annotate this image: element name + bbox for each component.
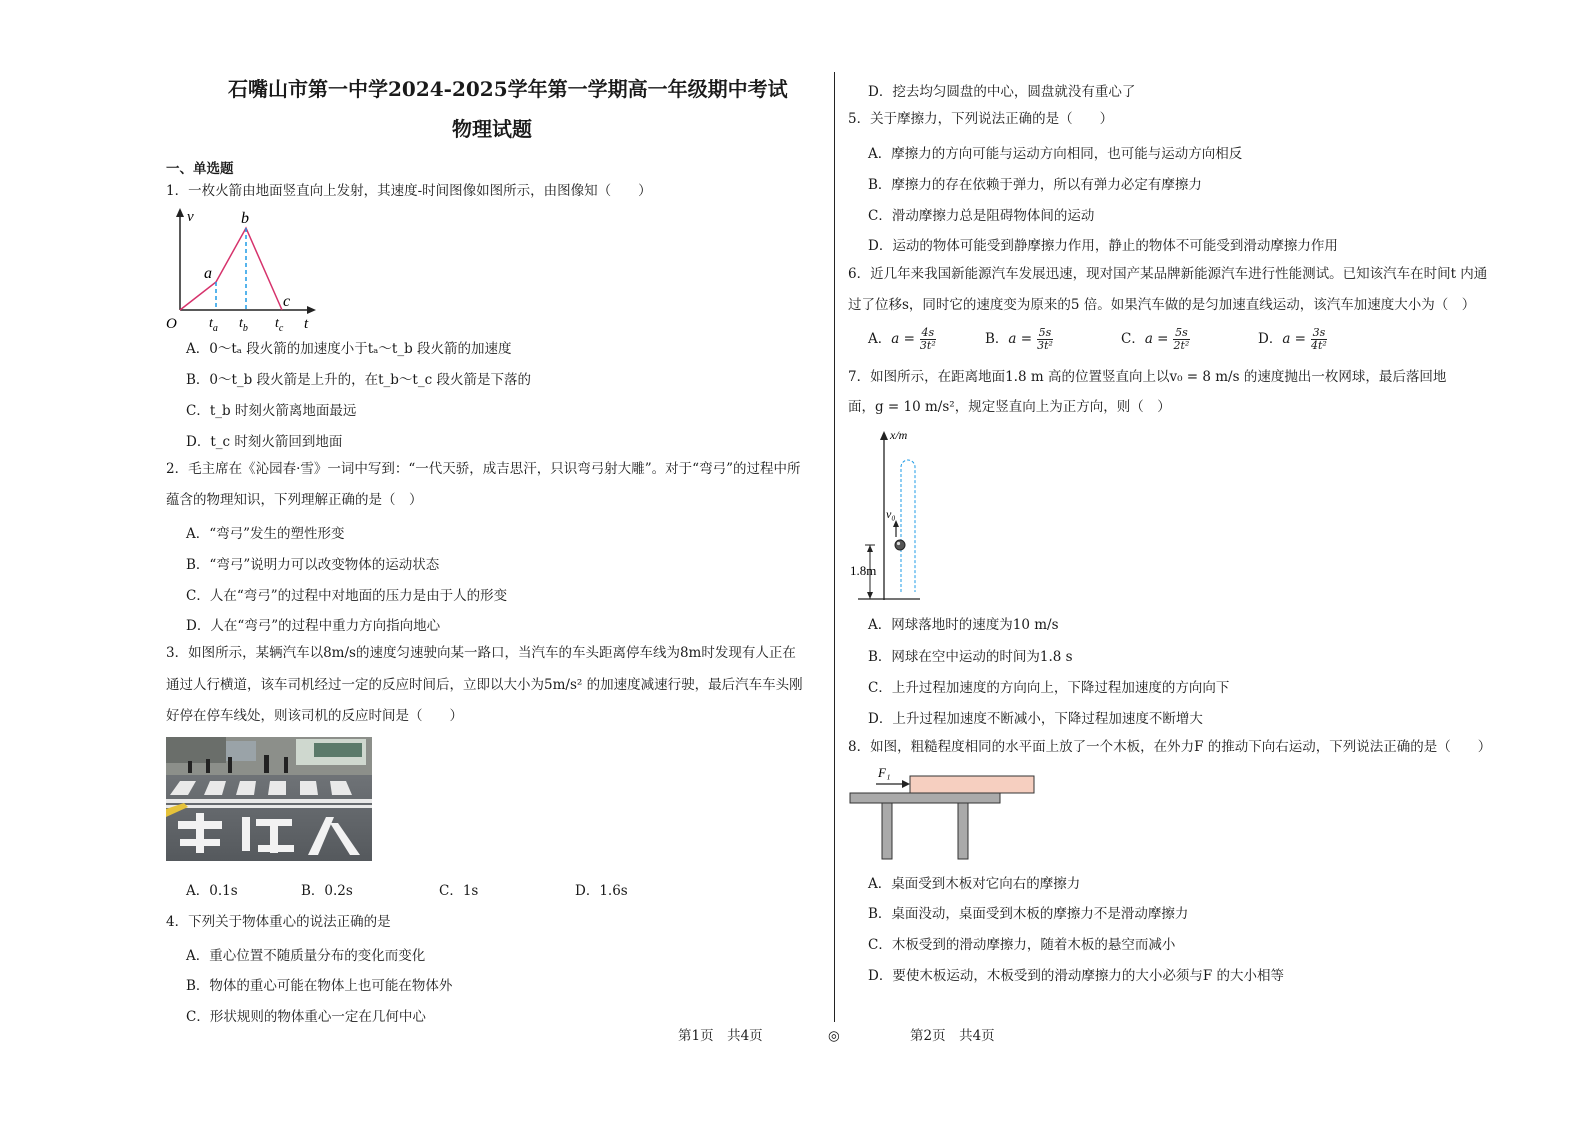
q7-stem-line1: 7．如图所示，在距离地面1.8 m 高的位置竖直向上以v₀ = 8 m/s 的速度抛出一枚网球，最后落回地 (848, 369, 1447, 385)
origin-label: O (166, 316, 177, 332)
q1-option-a: A．0～tₐ 段火箭的加速度小于tₐ～t_b 段火箭的加速度 (186, 341, 512, 357)
q2-option-d: D．人在“弯弓”的过程中重力方向指向地心 (186, 618, 441, 634)
footer-page-left: 第1页 共4页 (678, 1028, 763, 1044)
q5-stem: 5．关于摩擦力，下列说法正确的是（ ） (848, 111, 1114, 127)
q4-stem: 4．下列关于物体重心的说法正确的是 (166, 914, 391, 930)
q5-option-d: D．运动的物体可能受到静摩擦力作用，静止的物体不可能受到滑动摩擦力作用 (868, 238, 1338, 254)
q7-toss-diagram (848, 425, 938, 605)
table-top (850, 793, 1000, 803)
q8-option-b: B．桌面没动，桌面受到木板的摩擦力不是滑动摩擦力 (868, 906, 1189, 922)
q7-option-c: C．上升过程加速度的方向向上，下降过程加速度的方向向下 (868, 680, 1230, 696)
section-heading: 一、单选题 (166, 161, 234, 177)
q7-option-a: A．网球落地时的速度为10 m/s (868, 617, 1059, 633)
q7-stem-line2: 面，g = 10 m/s²，规定竖直向上为正方向，则（ ） (848, 399, 1171, 415)
q5-option-b: B．摩擦力的存在依赖于弹力，所以有弹力必定有摩擦力 (868, 177, 1202, 193)
q6-option-d: D．a = $\frac{3s}{\text{4t²}}$ (1258, 326, 1327, 352)
q3-stem-line2: 通过人行横道，该车司机经过一定的反应时间后，立即以大小为5m/s² 的加速度减速行驶，最后汽车车头刚 (166, 677, 803, 693)
point-label-b: b (241, 210, 249, 227)
axis-label-t: t (304, 316, 309, 332)
height-label: 1.8m (850, 563, 877, 578)
tick-tb: $t_b$ (239, 316, 248, 334)
q2-option-b: B．“弯弓”说明力可以改变物体的运动状态 (186, 557, 440, 573)
q8-option-c: C．木板受到的滑动摩擦力，随着木板的悬空而减小 (868, 937, 1176, 953)
q5-option-c: C．滑动摩擦力总是阻碍物体间的运动 (868, 208, 1095, 224)
q3-option-d: D．1.6s (575, 883, 628, 899)
exam-subtitle: 物理试题 (452, 117, 532, 141)
footer-center-mark: ◎ (828, 1028, 840, 1044)
footer-page-right: 第2页 共4页 (910, 1028, 995, 1044)
q3-option-a: A．0.1s (186, 883, 238, 899)
q6-stem-line1: 6．近几年来我国新能源汽车发展迅速，现对国产某品牌新能源汽车进行性能测试。已知该汽车在时间t 内通 (848, 266, 1488, 282)
axis-label-xm: x/m (890, 428, 908, 442)
q4-option-a: A．重心位置不随质量分布的变化而变化 (186, 948, 426, 964)
q4-option-b: B．物体的重心可能在物体上也可能在物体外 (186, 978, 453, 994)
wood-board (910, 776, 1034, 793)
q8-stem: 8．如图，粗糙程度相同的水平面上放了一个木板，在外力F 的推动下向右运动，下列说法正确的是（ ） (848, 739, 1492, 755)
q3-option-c: C．1s (439, 883, 479, 899)
axis-label-v: v (187, 209, 194, 225)
q4-option-d: D．挖去均匀圆盘的中心，圆盘就没有重心了 (868, 84, 1136, 100)
q1-stem: 1．一枚火箭由地面竖直向上发射，其速度-时间图像如图所示，由图像知（ ） (166, 183, 652, 199)
vt-line (180, 228, 282, 310)
q3-stem-line3: 好停在停车线处，则该司机的反应时间是（ ） (166, 708, 463, 724)
q2-option-a: A．“弯弓”发生的塑性形变 (186, 526, 345, 542)
q2-stem-line1: 2．毛主席在《沁园春·雪》一词中写到：“一代天骄，成吉思汗，只识弯弓射大雕”。对于“弯弓”的过程中所 (166, 461, 801, 477)
q6-stem-line2: 过了位移s，同时它的速度变为原来的5 倍。如果汽车做的是匀加速直线运动，该汽车加速度大小为（ ） (848, 297, 1476, 313)
q7-option-b: B．网球在空中运动的时间为1.8 s (868, 649, 1073, 665)
q6-option-c: C．a = $\frac{5s}{\text{2t²}}$ (1121, 326, 1190, 352)
q1-option-d: D．t_c 时刻火箭回到地面 (186, 434, 343, 450)
page-divider (834, 72, 835, 1022)
q6-option-b: B．a = $\frac{5s}{\text{3t²}}$ (985, 326, 1053, 352)
q2-stem-line2: 蕴含的物理知识，下列理解正确的是（ ） (166, 492, 423, 508)
exam-title: 石嘴山市第一中学2024-2025学年第一学期高一年级期中考试 (228, 77, 788, 101)
q3-stem-line1: 3．如图所示，某辆汽车以8m/s的速度匀速驶向某一路口，当汽车的车头距离停车线为8m时发现有人正在 (166, 645, 796, 661)
q8-option-d: D．要使木板运动，木板受到的滑动摩擦力的大小必须与F 的大小相等 (868, 968, 1284, 984)
point-label-a: a (204, 265, 212, 282)
q6-option-a: A．a = $\frac{4s}{\text{3t²}}$ (868, 326, 936, 352)
tick-ta: $t_a$ (209, 316, 218, 334)
point-label-c: c (283, 293, 291, 310)
q8-table-board-diagram (848, 762, 1038, 862)
v0-label: v₀ (886, 507, 896, 521)
crosswalk-photo (166, 737, 372, 861)
q1-option-b: B．0～t_b 段火箭是上升的，在t_b～t_c 段火箭是下落的 (186, 372, 531, 388)
q2-option-c: C．人在“弯弓”的过程中对地面的压力是由于人的形变 (186, 588, 508, 604)
q1-option-c: C．t_b 时刻火箭离地面最远 (186, 403, 357, 419)
tick-tc: $t_c$ (275, 316, 284, 334)
q8-option-a: A．桌面受到木板对它向右的摩擦力 (868, 876, 1081, 892)
q5-option-a: A．摩擦力的方向可能与运动方向相同，也可能与运动方向相反 (868, 146, 1243, 162)
force-label: F₁ (878, 765, 891, 780)
q7-option-d: D．上升过程加速度不断减小，下降过程加速度不断增大 (868, 711, 1203, 727)
q1-vt-graph (160, 205, 330, 335)
q3-option-b: B．0.2s (301, 883, 353, 899)
q4-option-c: C．形状规则的物体重心一定在几何中心 (186, 1009, 426, 1025)
